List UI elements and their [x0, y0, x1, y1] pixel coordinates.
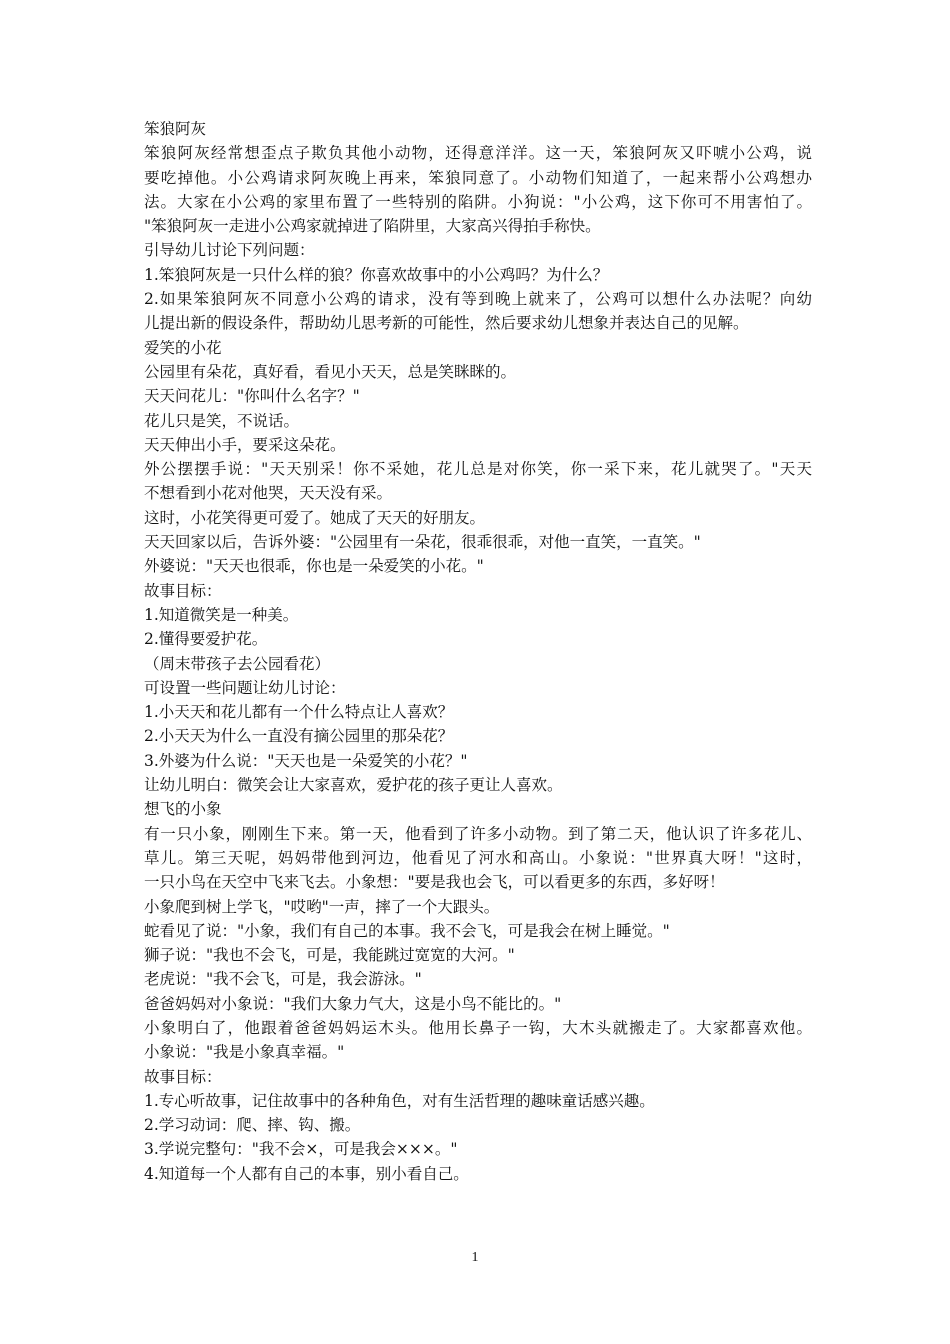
text-line: 爸爸妈妈对小象说："我们大象力气大，这是小鸟不能比的。" [144, 994, 562, 1013]
text-line: 要吃掉他。小公鸡请求阿灰晚上再来，笨狼同意了。小动物们知道了，一起来帮小公鸡想办 [144, 168, 812, 187]
text-line: 天天问花儿："你叫什么名字？" [144, 387, 360, 406]
text-line: 一只小鸟在天空中飞来飞去。小象想："要是我也会飞，可以看更多的东西，多好呀！ [144, 873, 725, 892]
text-line: 外婆说："天天也很乖，你也是一朵爱笑的小花。" [144, 557, 484, 576]
text-line: 1.小天天和花儿都有一个什么特点让人喜欢？ [144, 703, 454, 722]
page-number: 1 [471, 1250, 479, 1265]
text-line: 有一只小象，刚刚生下来。第一天，他看到了许多小动物。到了第二天，他认识了许多花儿、 [144, 824, 812, 843]
text-line: 天天伸出小手，要采这朵花。 [144, 435, 346, 454]
text-line: 儿提出新的假设条件，帮助幼儿思考新的可能性，然后要求幼儿想象并表达自己的见解。 [144, 314, 749, 333]
text-line: 想飞的小象 [144, 800, 222, 819]
text-line: 小象爬到树上学飞，"哎哟"一声，摔了一个大跟头。 [144, 897, 500, 916]
text-line: 这时，小花笑得更可爱了。她成了天天的好朋友。 [144, 508, 486, 527]
text-line: 故事目标： [144, 1067, 222, 1086]
text-line: 爱笑的小花 [144, 338, 222, 357]
text-line: 小象说："我是小象真幸福。" [144, 1043, 345, 1062]
text-line: 2.小天天为什么一直没有摘公园里的那朵花？ [144, 727, 454, 746]
text-line: 老虎说："我不会飞，可是，我会游泳。" [144, 970, 422, 989]
text-line: 外公摆摆手说："天天别采！你不采她，花儿总是对你笑，你一采下来，花儿就哭了。"天天 [144, 460, 812, 479]
text-line: 2.如果笨狼阿灰不同意小公鸡的请求，没有等到晚上就来了，公鸡可以想什么办法呢？向幼 [144, 290, 812, 309]
text-line: 1.知道微笑是一种美。 [144, 605, 299, 624]
text-line: 笨狼阿灰 [144, 120, 207, 138]
text-line: 花儿只是笑，不说话。 [144, 411, 300, 430]
text-line: 引导幼儿讨论下列问题： [144, 241, 315, 260]
text-line: 3.学说完整句："我不会×，可是我会×××。" [144, 1140, 458, 1159]
text-line: 3.外婆为什么说："天天也是一朵爱笑的小花？" [144, 751, 468, 770]
text-line: 草儿。第三天呢，妈妈带他到河边，他看见了河水和高山。小象说："世界真大呀！"这时， [144, 848, 812, 867]
text-line: 1.笨狼阿灰是一只什么样的狼？你喜欢故事中的小公鸡吗？为什么？ [144, 265, 609, 284]
text-line: "笨狼阿灰一走进小公鸡家就掉进了陷阱里，大家高兴得拍手称快。 [144, 217, 601, 236]
text-line: 小象明白了，他跟着爸爸妈妈运木头。他用长鼻子一钩，大木头就搬走了。大家都喜欢他。 [144, 1018, 812, 1037]
text-line: 2.懂得要爱护花。 [144, 630, 268, 649]
text-line: 可设置一些问题让幼儿讨论： [144, 678, 346, 697]
text-line: 笨狼阿灰经常想歪点子欺负其他小动物，还得意洋洋。这一天，笨狼阿灰又吓唬小公鸡，说 [144, 144, 812, 163]
text-line: 1.专心听故事，记住故事中的各种角色，对有生活哲理的趣味童话感兴趣。 [144, 1091, 655, 1110]
text-line: 让幼儿明白：微笑会让大家喜欢，爱护花的孩子更让人喜欢。 [144, 776, 563, 795]
text-line: 法。大家在小公鸡的家里布置了一些特别的陷阱。小狗说："小公鸡，这下你可不用害怕了。 [144, 192, 812, 211]
text-line: 天天回家以后，告诉外婆："公园里有一朵花，很乖很乖，对他一直笑，一直笑。" [144, 533, 701, 552]
text-line: 公园里有朵花，真好看，看见小天天，总是笑眯眯的。 [144, 362, 517, 381]
text-line: （周末带孩子去公园看花） [144, 654, 331, 673]
text-line: 4.知道每一个人都有自己的本事，别小看自己。 [144, 1164, 469, 1183]
text-line: 蛇看见了说："小象，我们有自己的本事。我不会飞，可是我会在树上睡觉。" [144, 921, 670, 940]
text-line: 故事目标： [144, 581, 222, 600]
text-line: 2.学习动词：爬、摔、钩、搬。 [144, 1116, 361, 1135]
text-line: 不想看到小花对他哭，天天没有采。 [144, 484, 393, 503]
document-body [144, 117, 812, 1186]
text-line: 狮子说："我也不会飞，可是，我能跳过宽宽的大河。" [144, 946, 515, 965]
